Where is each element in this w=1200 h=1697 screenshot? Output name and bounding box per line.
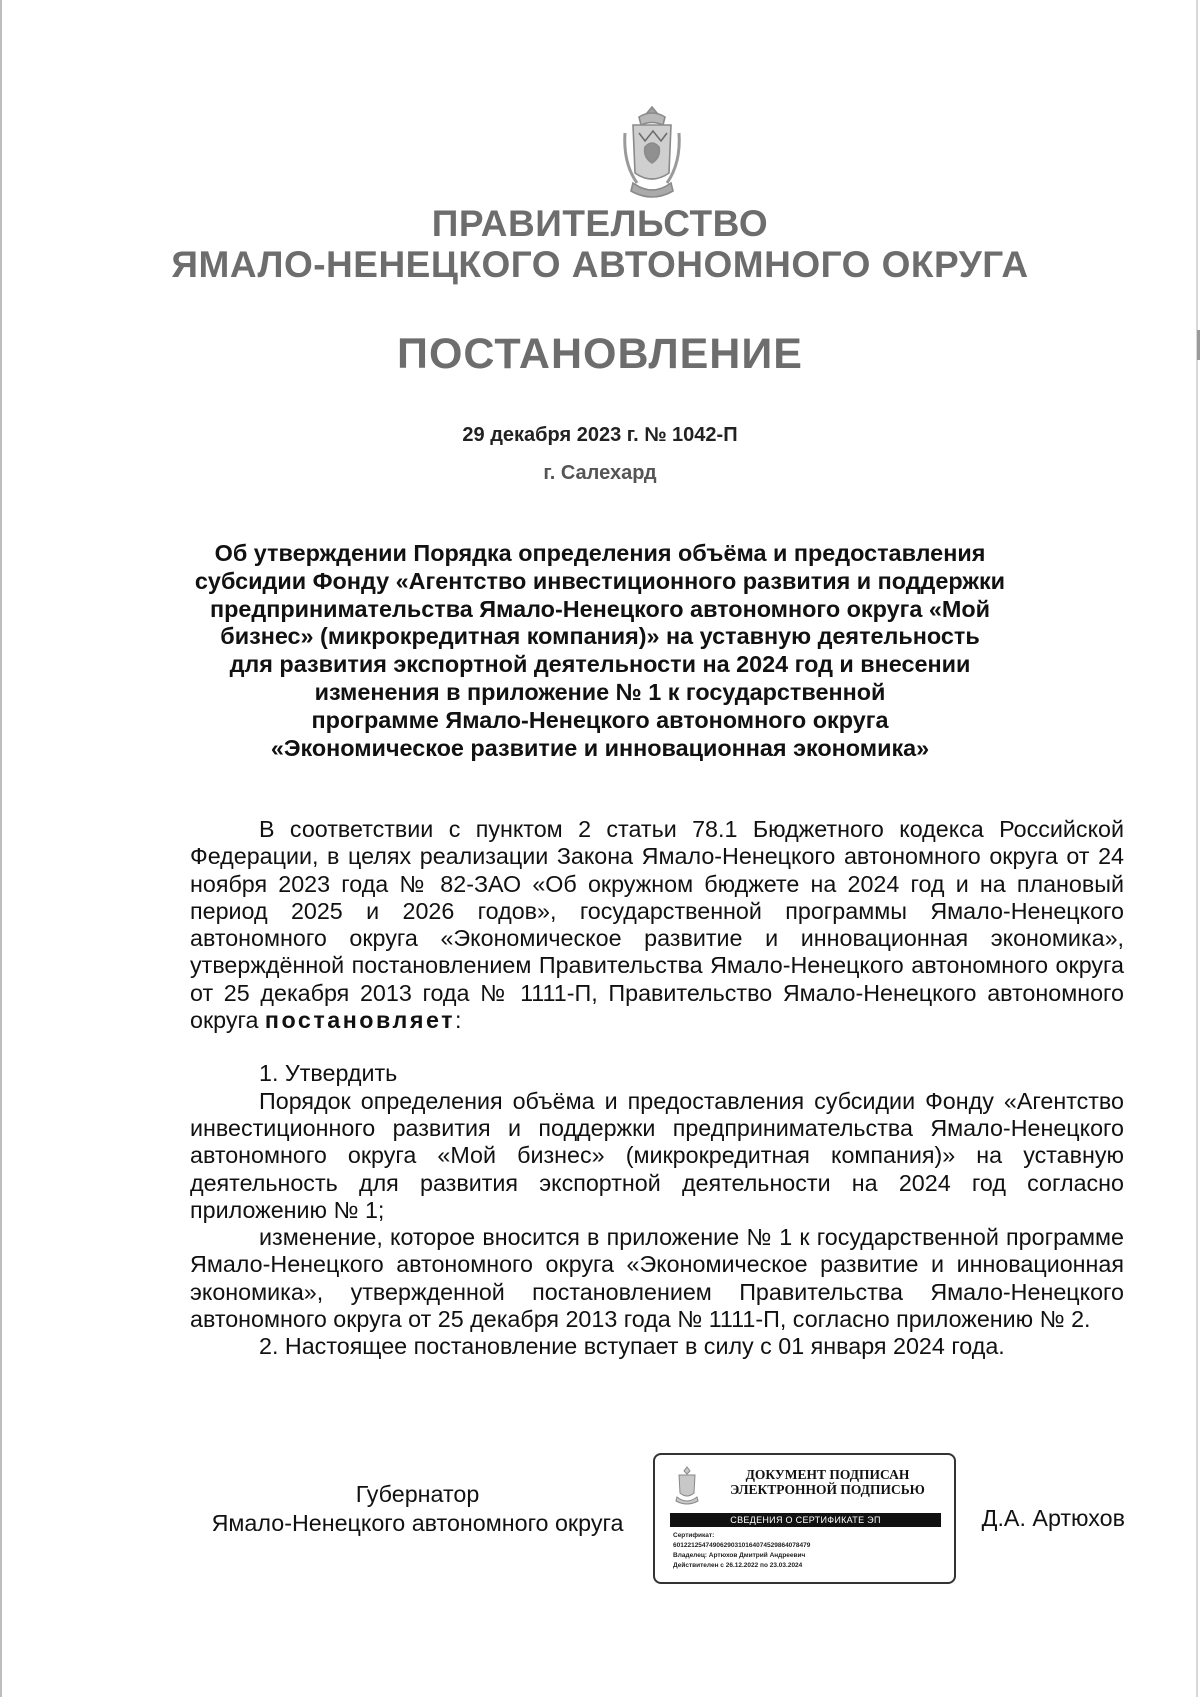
heading-line: программе Ямало-Ненецкого автономного округа: [311, 706, 889, 733]
signer-position-line1: Губернатор: [355, 1481, 480, 1507]
stamp-certificate-details: [673, 1531, 948, 1571]
signer-name: Д.А. Артюхов: [981, 1505, 1125, 1531]
stamp-owner: Владелец: Артюхов Дмитрий Андреевич: [673, 1552, 806, 1559]
heading-line: Об утверждении Порядка определения объёма и предоставления: [214, 540, 986, 566]
decree-word: постановляет: [264, 1007, 456, 1034]
preamble-end: :: [455, 1007, 462, 1034]
document-city: г. Салехард: [543, 462, 657, 484]
item-1-b: изменение, которое вносится в приложение № 1 к государственной программе Ямало-Ненецкого автономного округа «Экономическое развитие и инновационная экономика», утвержденной постановлением Правительства Ямало-Ненецкого автономного округа от 25 декабря 2013 года № 1111-П, согласно приложению № 2.: [190, 1224, 1124, 1333]
heading-line: изменения в приложение № 1 к государственной: [314, 678, 886, 705]
electronic-signature-stamp: [653, 1453, 956, 1584]
stamp-title-line2: ЭЛЕКТРОННОЙ ПОДПИСЬЮ: [730, 1482, 925, 1497]
stamp-cert-label: Сертификат:: [673, 1532, 715, 1539]
page-edge-left: [0, 0, 2, 1697]
heading-line: «Экономическое развитие и инновационная экономика»: [270, 734, 930, 761]
stamp-title-line1: ДОКУМЕНТ ПОДПИСАН: [745, 1467, 910, 1482]
preamble-text: В соответствии с пунктом 2 статьи 78.1 Бюджетного кодекса Российской Федерации, в целях реализации Закона Ямало-Ненецкого автономного округа от 24 ноября 2023 года № 82-ЗАО «Об окружном бюджете на 2024 год и на плановый период 2025 и 2026 годов», государственной программы Ямало-Ненецкого автономного округа «Экономическое развитие и инновационная экономика», утверждённой постановлением Правительства Ямало-Ненецкого автономного округа от 25 декабря 2013 года № 1111-П, Правительство Ямало-Ненецкого автономного округа: [190, 816, 1124, 1034]
signer-position: [190, 1480, 645, 1538]
item-1-a: Порядок определения объёма и предоставления субсидии Фонду «Агентство инвестиционного развития и поддержки предпринимательства Ямало-Ненецкого автономного округа «Мой бизнес» (микрокредитная компания)» на уставную деятельность для развития экспортной деятельности на 2024 год согласно приложению № 1;: [190, 1087, 1124, 1223]
item-2: 2. Настоящее постановление вступает в силу с 01 января 2024 года.: [259, 1333, 1005, 1360]
stamp-title: [715, 1467, 940, 1497]
coat-of-arms-icon: [619, 103, 685, 203]
government-title-line1: ПРАВИТЕЛЬСТВО: [431, 203, 769, 244]
stamp-coat-of-arms-icon: [673, 1465, 701, 1505]
item-1-title: 1. Утвердить: [259, 1060, 398, 1087]
preamble-paragraph: [190, 816, 1124, 1034]
document-date-number: 29 декабря 2023 г. № 1042-П: [462, 424, 738, 446]
heading-line: субсидии Фонду «Агентство инвестиционного развития и поддержки: [194, 567, 1006, 594]
stamp-cert-number: 60122125474906290310164074529864078479: [673, 1542, 811, 1549]
signer-position-line2: Ямало-Ненецкого автономного округа: [211, 1510, 624, 1536]
heading-line: для развития экспортной деятельности на 2024 год и внесении: [229, 651, 971, 678]
heading-line: предпринимательства Ямало-Ненецкого автономного округа «Мой: [209, 595, 991, 622]
heading-line: бизнес» (микрокредитная компания)» на уставную деятельность: [220, 623, 980, 650]
document-heading: [190, 540, 1010, 762]
stamp-certificate-bar: СВЕДЕНИЯ О СЕРТИФИКАТЕ ЭП: [670, 1513, 941, 1527]
page-edge-right: [1196, 0, 1198, 1697]
document-body: [190, 816, 1124, 1361]
document-type: ПОСТАНОВЛЕНИЕ: [397, 330, 803, 378]
government-title-line2: ЯМАЛО-НЕНЕЦКОГО АВТОНОМНОГО ОКРУГА: [171, 244, 1029, 285]
stamp-validity: Действителен с 26.12.2022 по 23.03.2024: [673, 1562, 803, 1569]
